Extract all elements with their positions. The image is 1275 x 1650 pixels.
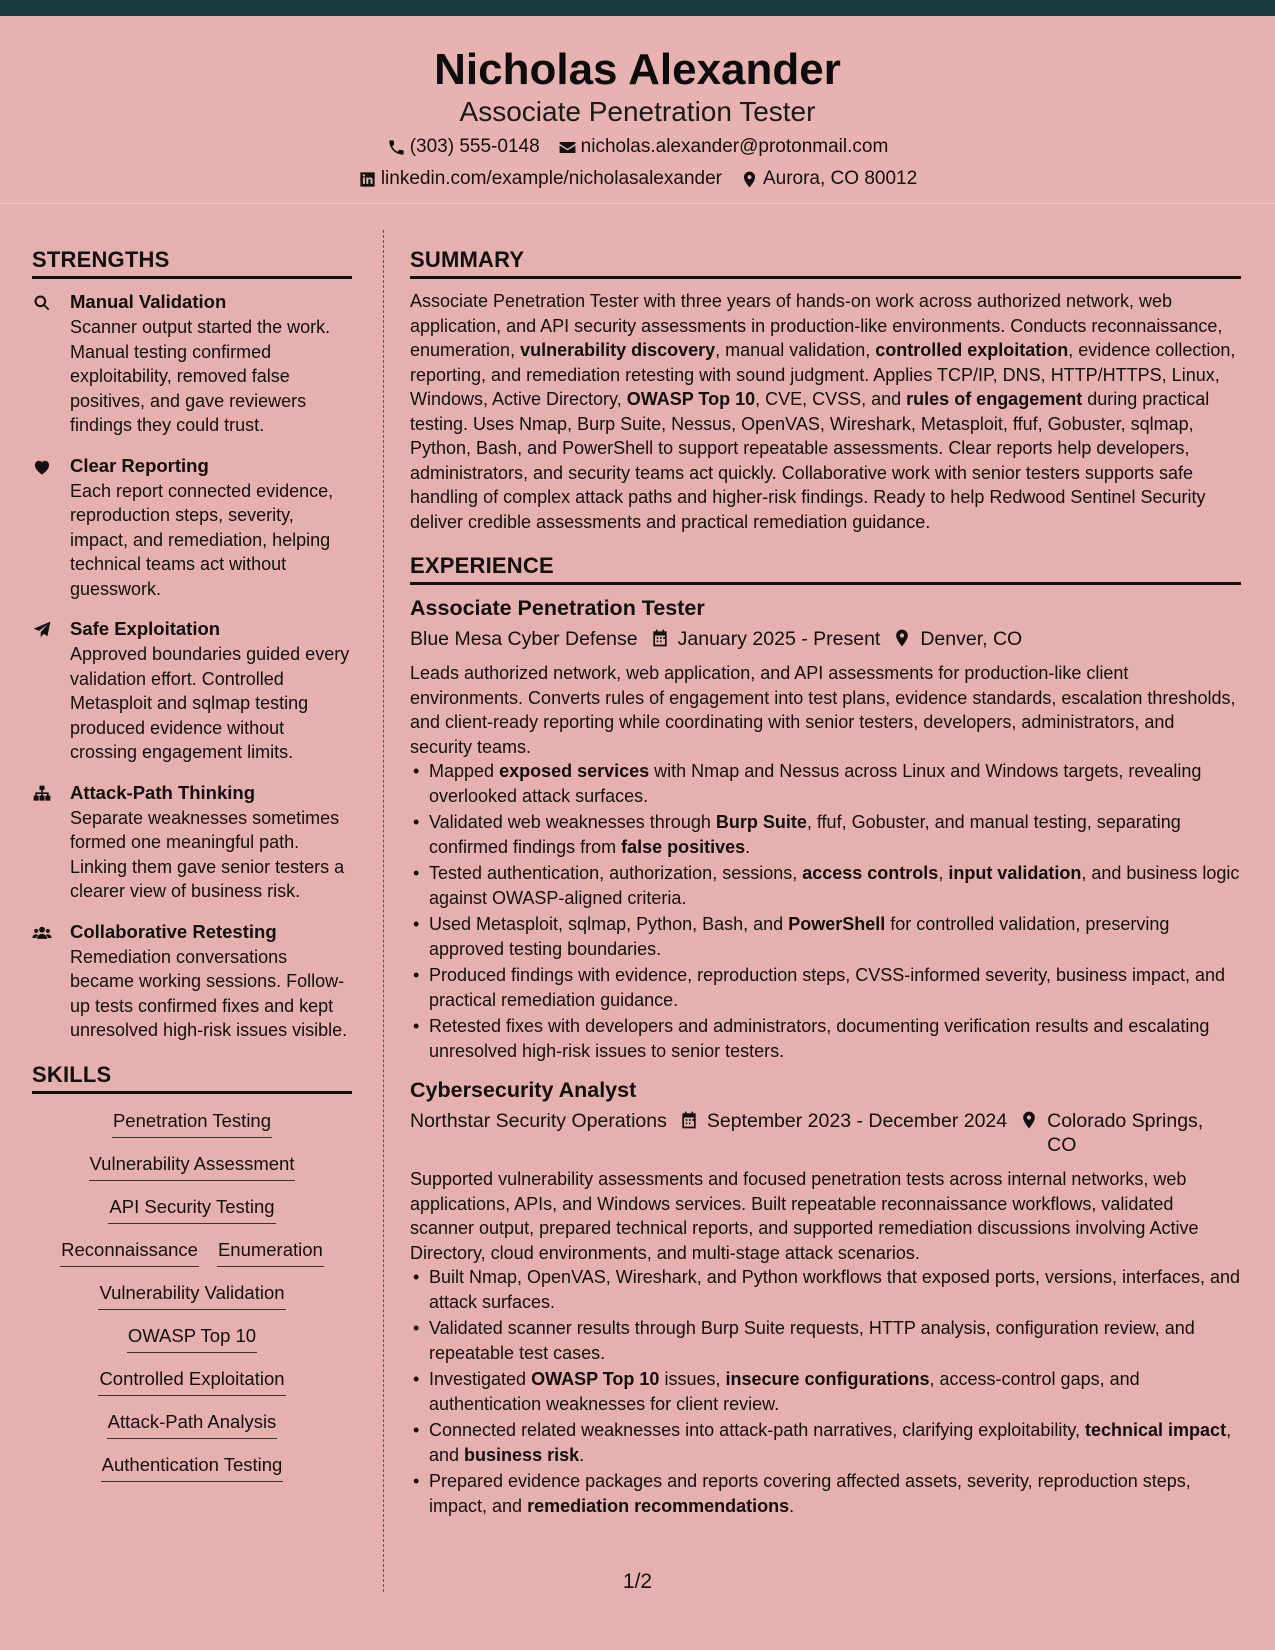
skill-tag: Controlled Exploitation bbox=[98, 1366, 285, 1396]
job-entry bbox=[410, 1075, 1241, 1518]
skill-tag: Attack-Path Analysis bbox=[107, 1409, 278, 1439]
page-number: 1/2 bbox=[622, 1570, 653, 1593]
linkedin-url: linkedin.com/example/nicholasalexander bbox=[380, 168, 722, 189]
skill-tag: Penetration Testing bbox=[112, 1108, 272, 1138]
summary-emphasis: vulnerability discovery bbox=[520, 340, 716, 360]
bullet-item: • Mapped exposed services with Nmap and Nessus across Linux and Windows targets, revealing overlooked attack surfaces. bbox=[410, 759, 1241, 808]
summary-segment: , CVE, CVSS, and bbox=[755, 389, 907, 409]
strength-item bbox=[32, 289, 352, 438]
strengths-heading: STRENGTHS bbox=[32, 246, 352, 279]
skill-tag: Reconnaissance bbox=[60, 1237, 199, 1267]
strength-title: Manual Validation bbox=[70, 291, 227, 312]
summary-segment: , evidence collection, reporting, and remediation retesting with sound judgment. Applies TCP/IP, DNS, HTTP/HTTPS, Linux, Windows, Active Directory, bbox=[410, 340, 1236, 409]
strength-text: Scanner output started the work. Manual testing confirmed exploitability, removed false positives, and gave reviewers findings they could trust. bbox=[70, 317, 331, 435]
experience-heading: EXPERIENCE bbox=[410, 552, 1241, 585]
bullet-item: • Investigated OWASP Top 10 issues, insecure configurations, access-control gaps, and authentication weaknesses for client review. bbox=[410, 1367, 1241, 1416]
skill-tag: Authentication Testing bbox=[101, 1452, 284, 1482]
job-bullets bbox=[410, 759, 1241, 1063]
bullet-item: • Validated web weaknesses through Burp Suite, ffuf, Gobuster, and manual testing, separating confirmed findings from false positives. bbox=[410, 810, 1241, 859]
bullet-item: • Connected related weaknesses into attack-path narratives, clarifying exploitability, technical impact, and business risk. bbox=[410, 1418, 1241, 1467]
map-pin-icon bbox=[892, 628, 912, 648]
skills-heading: SKILLS bbox=[32, 1061, 352, 1094]
summary-emphasis: controlled exploitation bbox=[875, 340, 1069, 360]
sitemap-icon bbox=[32, 784, 52, 804]
strength-title: Collaborative Retesting bbox=[70, 920, 277, 942]
left-column bbox=[32, 246, 352, 1495]
strength-item bbox=[32, 453, 352, 602]
job-meta bbox=[410, 627, 1241, 651]
bullet-item: • Tested authentication, authorization, sessions, access controls, input validation, and business logic against OWASP-aligned criteria. bbox=[410, 861, 1241, 910]
phone-icon bbox=[387, 138, 406, 157]
heart-icon bbox=[32, 457, 52, 477]
bullet-item: • Validated scanner results through Burp Suite requests, HTTP analysis, configuration review, and repeatable test cases. bbox=[410, 1316, 1241, 1365]
summary-heading: SUMMARY bbox=[410, 246, 1241, 279]
map-pin-icon bbox=[1019, 1110, 1039, 1130]
strength-text: Each report connected evidence, reproduction steps, severity, impact, and remediation, helping technical teams act without guesswork. bbox=[70, 480, 334, 599]
skill-tag: API Security Testing bbox=[108, 1194, 275, 1224]
users-icon bbox=[32, 923, 52, 943]
summary-emphasis: rules of engagement bbox=[906, 389, 1083, 409]
envelope-icon bbox=[558, 138, 577, 157]
skill-tag: OWASP Top 10 bbox=[127, 1323, 257, 1353]
job-company: Northstar Security Operations bbox=[410, 1110, 667, 1132]
top-accent-bar bbox=[0, 0, 1275, 16]
job-entry bbox=[410, 593, 1241, 1063]
linkedin-contact[interactable] bbox=[358, 164, 722, 194]
strength-text: Approved boundaries guided every validation effort. Controlled Metasploit and sqlmap testing produced evidence without crossing engagement limits. bbox=[70, 644, 350, 762]
strengths-list bbox=[32, 289, 352, 1043]
skills-list bbox=[32, 1108, 352, 1482]
strength-title: Clear Reporting bbox=[70, 454, 209, 476]
job-role: Cybersecurity Analyst bbox=[410, 1078, 637, 1102]
calendar-icon bbox=[650, 628, 670, 648]
map-pin-icon bbox=[740, 170, 759, 189]
job-location: Colorado Springs, CO bbox=[1047, 1110, 1204, 1156]
skill-tag: Vulnerability Assessment bbox=[89, 1151, 296, 1181]
summary-text bbox=[410, 289, 1241, 534]
strength-title: Attack-Path Thinking bbox=[70, 781, 256, 803]
candidate-title: Associate Penetration Tester bbox=[459, 96, 816, 127]
job-role: Associate Penetration Tester bbox=[410, 596, 705, 620]
job-company: Blue Mesa Cyber Defense bbox=[410, 628, 638, 650]
job-location: Denver, CO bbox=[920, 628, 1023, 650]
strength-title: Safe Exploitation bbox=[70, 618, 221, 639]
home-location: Aurora, CO 80012 bbox=[762, 168, 918, 189]
bullet-item: • Produced findings with evidence, reproduction steps, CVSS-informed severity, business impact, and practical remediation guidance. bbox=[410, 963, 1241, 1012]
summary-segment: , manual validation, bbox=[715, 340, 876, 360]
linkedin-icon bbox=[358, 170, 377, 189]
phone-contact[interactable] bbox=[387, 132, 540, 162]
phone-number: (303) 555-0148 bbox=[409, 136, 540, 157]
paper-plane-icon bbox=[32, 620, 52, 640]
calendar-icon bbox=[679, 1110, 699, 1130]
summary-emphasis: OWASP Top 10 bbox=[626, 389, 756, 409]
job-description: Leads authorized network, web application, and API assessments for production-like client environments. Converts rules of engagement into test plans, evidence standards, escalation thresholds, and client-ready reporting while coordinating with senior testers, developers, administrators, and security teams. bbox=[410, 663, 1236, 757]
location-contact bbox=[740, 164, 917, 194]
bullet-item: • Retested fixes with developers and administrators, documenting verification results and escalating unresolved high-risk issues to senior testers. bbox=[410, 1014, 1241, 1063]
strength-text: Separate weaknesses sometimes formed one meaningful path. Linking them gave senior testers a clearer view of business risk. bbox=[70, 807, 345, 901]
strength-item bbox=[32, 616, 352, 765]
candidate-name: Nicholas Alexander bbox=[434, 45, 841, 94]
bullet-item: • Used Metasploit, sqlmap, Python, Bash, and PowerShell for controlled validation, preserving approved testing boundaries. bbox=[410, 912, 1241, 961]
resume-header bbox=[0, 16, 1275, 204]
right-column bbox=[410, 246, 1241, 1530]
skill-tag: Vulnerability Validation bbox=[98, 1280, 285, 1310]
summary-segment: during practical testing. Uses Nmap, Burp Suite, Nessus, OpenVAS, Wireshark, Metasploit, ffuf, Gobuster, sqlmap, Python, Bash, and PowerShell to support repeatable assessments. Clear reports help developers, administrators, and security teams act quickly. Collaborative work with senior testers supports safe handling of complex attack paths and higher-risk findings. Ready to help Redwood Sentinel Security deliver credible assessments and practical remediation guidance. bbox=[410, 389, 1210, 532]
contact-row-2 bbox=[0, 164, 1275, 194]
job-description: Supported vulnerability assessments and focused penetration tests across internal networks, web applications, APIs, and Windows services. Built repeatable reconnaissance workflows, validated scanner output, prepared technical reports, and supported remediation discussions involving Active Directory, cloud environments, and multi-stage attack scenarios. bbox=[410, 1169, 1199, 1263]
bullet-item: • Built Nmap, OpenVAS, Wireshark, and Python workflows that exposed ports, versions, interfaces, and attack surfaces. bbox=[410, 1265, 1241, 1314]
contact-row-1 bbox=[0, 132, 1275, 162]
email-contact[interactable] bbox=[558, 132, 889, 162]
strength-text: Remediation conversations became working sessions. Follow-up tests confirmed fixes and kept unresolved high-risk issues visible. bbox=[70, 946, 348, 1040]
column-divider bbox=[383, 230, 384, 1592]
search-icon bbox=[32, 293, 52, 313]
summary-segment: Associate Penetration Tester with three years of hands-on work across authorized network, web application, and API security assessments in production-like environments. Conducts reconnaissance, enumeration, bbox=[410, 291, 1223, 360]
strength-item bbox=[32, 780, 352, 904]
strength-item bbox=[32, 919, 352, 1043]
job-meta bbox=[410, 1109, 1241, 1157]
job-bullets bbox=[410, 1265, 1241, 1518]
job-dates: September 2023 - December 2024 bbox=[706, 1110, 1008, 1132]
email-address: nicholas.alexander@protonmail.com bbox=[580, 136, 889, 157]
skill-tag: Enumeration bbox=[217, 1237, 324, 1267]
job-dates: January 2025 - Present bbox=[677, 628, 881, 650]
bullet-item: • Prepared evidence packages and reports covering affected assets, severity, reproduction steps, impact, and remediation recommendations. bbox=[410, 1469, 1241, 1518]
